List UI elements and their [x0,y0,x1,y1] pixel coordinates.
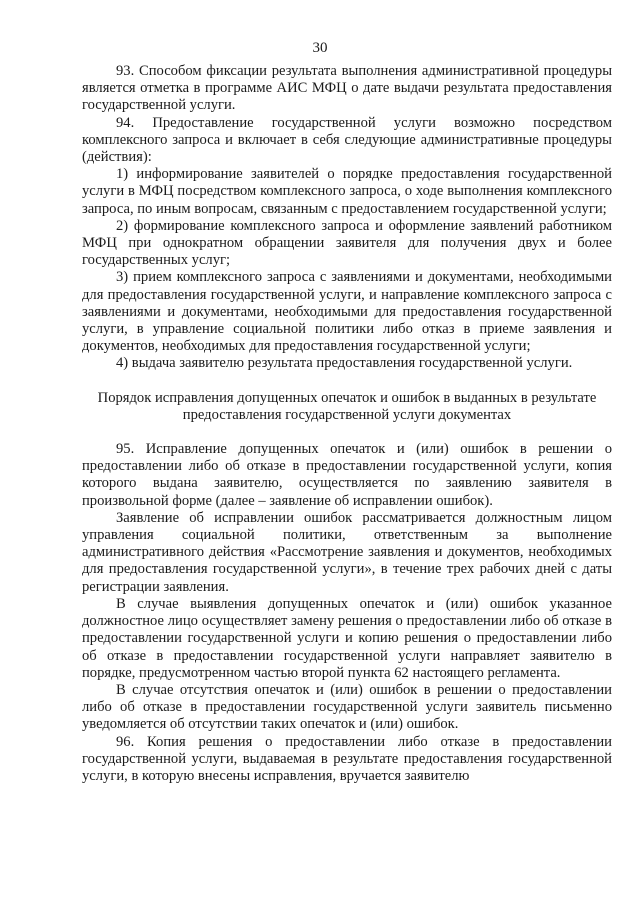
list-item-3: 3) прием комплексного запроса с заявлениями и документами, необходимыми для предоставления государственной услуги, и направление комплексного запроса с заявлениями и документами, необходимыми для предоставления государственной услуги, в управление социальной политики либо отказ в приеме заявления и документов, необходимых для предоставления государственной услуги; [82,269,612,355]
paragraph-96: 96. Копия решения о предоставлении либо отказе в предоставлении государственной услуги, выдаваемая в результате предоставления государственной услуги, в которую внесены исправления, вручается заявителю [82,733,612,784]
section-heading: Порядок исправления допущенных опечаток и ошибок в выданных в результате предоставления государственной услуги документах [97,389,597,423]
paragraph-no-errors: В случае отсутствия опечаток и (или) ошибок в решении о предоставлении либо об отказе в предоставлении государственной услуги заявитель письменно уведомляется об отсутствии таких опечаток и (или) ошибок. [82,681,612,733]
list-item-2: 2) формирование комплексного запроса и оформление заявлений работником МФЦ при однократном обращении заявителя для получения двух и более государственных услуг; [82,217,612,269]
paragraph-errors-found: В случае выявления допущенных опечаток и (или) ошибок указанное должностное лицо осуществляет замену решения о предоставлении либо об отказе в предоставлении государственной услуги и копию решения о предоставлении либо об отказе в предоставлении государственной услуги направляет заявителю в порядке, предусмотренном частью второй пункта 62 настоящего регламента. [82,595,612,681]
paragraph-93: 93. Способом фиксации результата выполнения административной процедуры является отметка в программе АИС МФЦ о дате выдачи результата предоставления государственной услуги. [82,63,612,114]
page-number: 30 [312,40,328,56]
list-item-4: 4) выдача заявителю результата предоставления государственной услуги. [116,355,573,372]
paragraph-94: 94. Предоставление государственной услуги возможно посредством комплексного запроса и включает в себя следующие административные процедуры (действия): [82,114,612,166]
paragraph-review: Заявление об исправлении ошибок рассматривается должностным лицом управления социальной политики, ответственным за выполнение административного действия «Рассмотрение заявления и документов, необходимых для предоставления государственной услуги», в течение трех рабочих дней с даты регистрации заявления. [82,509,612,595]
list-item-1: 1) информирование заявителей о порядке предоставления государственной услуги в МФЦ посредством комплексного запроса, о ходе выполнения комплексного запроса, по иным вопросам, связанным с предоставлением государственной услуги; [82,166,612,217]
paragraph-95: 95. Исправление допущенных опечаток и (или) ошибок в решении о предоставлении либо об отказе в предоставлении государственной услуги, копия которого выдана заявителю, осуществляется по заявлению заявителя в произвольной форме (далее – заявление об исправлении ошибок). [82,441,612,509]
document-body [82,63,612,785]
